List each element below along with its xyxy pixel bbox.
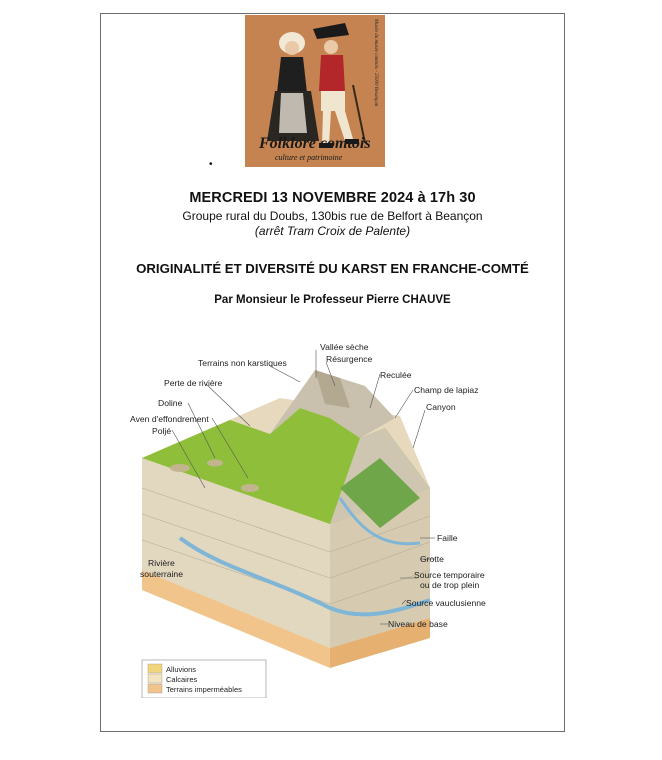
- label-vallee-seche: Vallée sèche: [320, 342, 369, 352]
- label-riviere: Rivière: [148, 558, 175, 568]
- label-faille: Faille: [437, 533, 458, 543]
- legend-swatch-impermeables: [148, 684, 162, 693]
- bullet-dot: •: [209, 159, 213, 170]
- label-polje: Poljé: [152, 426, 172, 436]
- logo-side-text: Musée du musée comtois - 25000 Besançon: [373, 19, 378, 107]
- legend-alluvions: Alluvions: [166, 665, 197, 674]
- speaker: Par Monsieur le Professeur Pierre CHAUVE: [214, 294, 451, 306]
- legend-calcaires: Calcaires: [166, 675, 198, 684]
- logo-subtitle: culture et patrimoine: [275, 153, 343, 162]
- label-reculee: Reculée: [380, 370, 412, 380]
- event-date: MERCREDI 13 NOVEMBRE 2024 à 17h 30: [189, 190, 476, 206]
- label-source-vauclusienne: Source vauclusienne: [406, 598, 486, 608]
- event-venue: Groupe rural du Doubs, 130bis rue de Belfort à Beançon: [182, 209, 483, 223]
- legend-terrains-impermeables: Terrains imperméables: [166, 685, 242, 694]
- label-grotte: Grotte: [420, 554, 444, 564]
- label-resurgence: Résurgence: [326, 354, 373, 364]
- label-champ-de-lapiaz: Champ de lapiaz: [414, 385, 479, 395]
- talk-title: ORIGINALITÉ ET DIVERSITÉ DU KARST EN FRANCHE-COMTÉ: [136, 261, 529, 276]
- event-transport: (arrêt Tram Croix de Palente): [254, 224, 411, 238]
- label-canyon: Canyon: [426, 402, 456, 412]
- logo-title: Folklore comtois: [259, 135, 371, 152]
- legend-swatch-alluvions: [148, 664, 162, 673]
- label-perte-de-riviere: Perte de rivière: [164, 378, 223, 388]
- label-souterraine: souterraine: [140, 569, 183, 579]
- label-terrains-non-karstiques: Terrains non karstiques: [198, 358, 287, 368]
- legend-swatch-calcaires: [148, 674, 162, 683]
- label-aven: Aven d'effondrement: [130, 414, 209, 424]
- karst-block-diagram: [130, 338, 530, 698]
- label-ou-trop-plein: ou de trop plein: [420, 580, 480, 590]
- label-doline: Doline: [158, 398, 183, 408]
- label-source-temporaire: Source temporaire: [414, 570, 485, 580]
- label-niveau-de-base: Niveau de base: [388, 619, 448, 629]
- folklore-comtois-logo: [245, 15, 385, 167]
